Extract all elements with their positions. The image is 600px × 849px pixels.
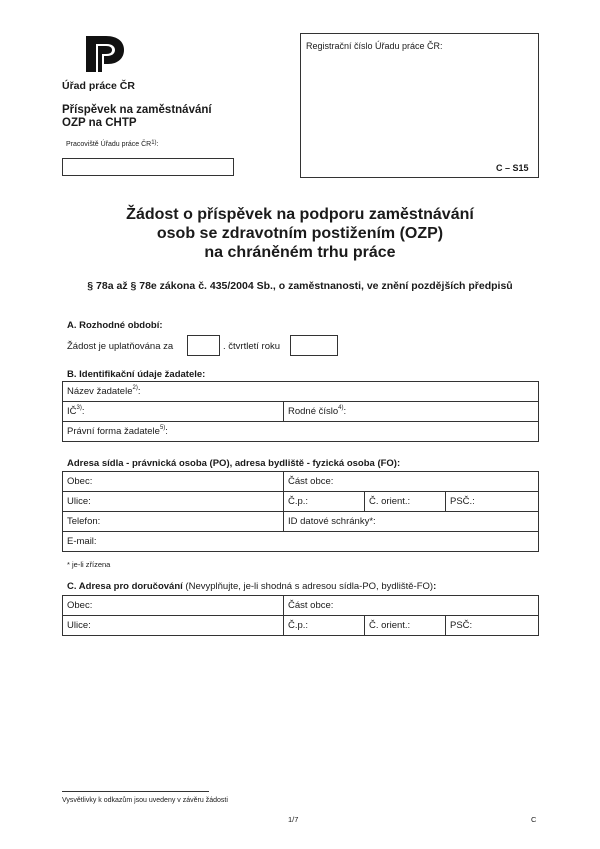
- applicant-table: [62, 381, 539, 442]
- footnote-text: Vysvětlivky k odkazům jsou uvedeny v závěru žádosti: [62, 797, 228, 804]
- page-number: 1/7: [288, 815, 299, 824]
- delivery-obec-field[interactable]: Obec:: [63, 596, 284, 616]
- year-input[interactable]: [290, 335, 338, 356]
- footnote-divider: [62, 791, 209, 792]
- delivery-ulice-field[interactable]: Ulice:: [63, 616, 284, 636]
- form-code: C – S15: [496, 163, 529, 173]
- address-datova-schranka-field[interactable]: ID datové schránky*:: [284, 512, 539, 532]
- birth-number-field[interactable]: Rodné číslo$^{4)}$:: [284, 402, 539, 422]
- quarter-input[interactable]: [187, 335, 220, 356]
- address-ulice-field[interactable]: Ulice:: [63, 492, 284, 512]
- address-corient-field[interactable]: Č. orient.:: [365, 492, 446, 512]
- legal-form-field[interactable]: Právní forma žadatele$^{5)}$:: [63, 422, 539, 442]
- address-obec-field[interactable]: Obec:: [63, 472, 284, 492]
- address-table: [62, 471, 539, 552]
- form-type-line2: OZP na CHTP: [62, 117, 137, 129]
- delivery-cp-field[interactable]: Č.p.:: [284, 616, 365, 636]
- address-note: * je-li zřízena: [67, 560, 111, 569]
- registration-label: Registrační číslo Úřadu práce ČR:: [306, 41, 443, 51]
- main-title-line2: osob se zdravotním postižením (OZP): [156, 225, 444, 242]
- main-title-line1: Žádost o příspěvek na podporu zaměstnávání: [126, 206, 474, 223]
- page-letter: C: [531, 815, 537, 824]
- address-email-field[interactable]: E-mail:: [63, 532, 539, 552]
- workplace-label: Pracoviště Úřadu práce ČR$^{1)}$:: [66, 140, 159, 148]
- address-telefon-field[interactable]: Telefon:: [63, 512, 284, 532]
- main-title: [60, 205, 540, 262]
- delivery-corient-field[interactable]: Č. orient.:: [365, 616, 446, 636]
- address-cp-field[interactable]: Č.p.:: [284, 492, 365, 512]
- delivery-psc-field[interactable]: PSČ:: [446, 616, 539, 636]
- ico-field[interactable]: IČ$^{3)}$:: [63, 402, 284, 422]
- applicant-name-field[interactable]: Název žadatele$^{2)}$:: [63, 382, 539, 402]
- logo-text: Úřad práce ČR: [62, 80, 135, 92]
- workplace-input[interactable]: [62, 158, 234, 176]
- address-psc-field[interactable]: PSČ.:: [446, 492, 539, 512]
- address-heading: Adresa sídla - právnická osoba (PO), adresa bydliště - fyzická osoba (FO):: [67, 458, 401, 469]
- section-c-heading: C. Adresa pro doručování (Nevyplňujte, je-li shodná s adresou sídla-PO, bydliště-FO):: [67, 581, 437, 592]
- section-b-heading: B. Identifikační údaje žadatele:: [67, 369, 206, 380]
- address-cast-obce-field[interactable]: Část obce:: [284, 472, 539, 492]
- delivery-cast-obce-field[interactable]: Část obce:: [284, 596, 539, 616]
- period-middle: . čtvrtletí roku: [223, 341, 281, 352]
- up-logo-icon: [84, 34, 126, 74]
- delivery-address-table: [62, 595, 539, 636]
- form-type-line1: Příspěvek na zaměstnávání: [62, 104, 212, 116]
- law-reference: § 78a až § 78e zákona č. 435/2004 Sb., o zaměstnanosti, ve znění pozdějších předpisů: [87, 280, 513, 292]
- main-title-line3: na chráněném trhu práce: [204, 244, 396, 261]
- period-prefix: Žádost je uplatňována za: [67, 341, 174, 352]
- section-a-heading: A. Rozhodné období:: [67, 320, 163, 331]
- form-type-title: [62, 104, 212, 130]
- registration-box: [300, 33, 539, 178]
